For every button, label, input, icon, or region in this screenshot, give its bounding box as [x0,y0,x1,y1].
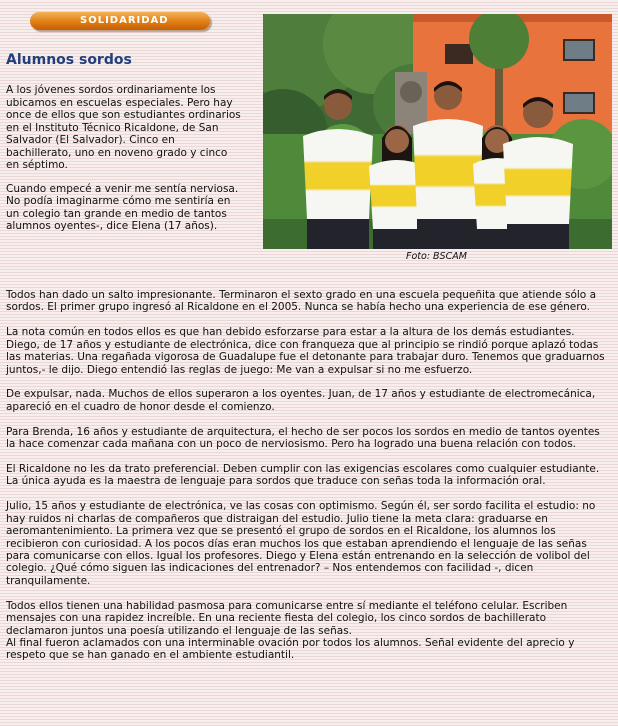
article-paragraph: Al final fueron aclamados con una interminable ovación por todos los alumnos. Señal evidente del aprecio y respeto que se han ganado en el ambiente estudiantil. [6,636,575,662]
section-badge: SOLIDARIDAD [30,12,210,30]
article-body [6,289,611,662]
article-paragraph: Para Brenda, 16 años y estudiante de arquitectura, el hecho de ser pocos los sordos en medio de tantos oyentes la hace comenzar cada mañana con un poco de nerviosismo. Pero ha logrado una buena relación con todos. [6,425,600,451]
article-paragraph: La nota común en todos ellos es que han debido esforzarse para estar a la altura de los demás estudiantes. Diego, de 17 años y estudiante de electrónica, dice con franqueza que al principio se rindió porque aplazó todas las materias. Una regañada vigorosa de Guadalupe fue el detonante para trabajar duro. Tenemos que graduarnos juntos,- le dijo. Diego entendió las reglas de juego: Me van a expulsar si no me esfuerzo. [6,326,605,376]
article-paragraph: Todos ellos tienen una habilidad pasmosa para comunicarse entre sí mediante el teléfono celular. Escriben mensajes con una rapidez increíble. En una reciente fiesta del colegio, los cinco sordos de bachillerato declamaron juntos una poesía utilizando el lenguaje de las señas. [6,599,568,637]
article-paragraph: Todos han dado un salto impresionante. Terminaron el sexto grado en una escuela pequeñita que atiende sólo a sordos. El primer grupo ingresó al Ricaldone en el 2005. Nunca se había hecho una experiencia de ese género. [6,289,597,314]
intro-paragraph: Cuando empecé a venir me sentía nerviosa. No podía imaginarme cómo me sentiría en un colegio tan grande en medio de tantos alumnos oyentes-, dice Elena (17 años). [6,182,239,232]
group-photo [263,14,612,249]
intro-text [6,84,242,244]
photo-caption: Foto: BSCAM [406,251,467,262]
intro-paragraph: A los jóvenes sordos ordinariamente los ubicamos en escuelas especiales. Pero hay once de ellos que son estudiantes ordinarios en el Instituto Técnico Ricaldone, de San Salvador (El Salvador). Cinco en bachillerato, uno en noveno grado y cinco en séptimo. [6,84,241,171]
article-paragraph: Julio, 15 años y estudiante de electrónica, ve las cosas con optimismo. Según él, ser sordo facilita el estudio: no hay ruidos ni charlas de compañeros que distraigan del estudio. Julio tiene la meta clara: graduarse en aeromantenimiento. La primera vez que se presentó el grupo de sordos en el Ricaldone, los alumnos los recibieron con curiosidad. A los pocos días eran muchos los que estaban aprendiendo el lenguaje de las señas para comunicarse con ellos. Igual los profesores. Diego y Elena están entrenando en la selección de volibol del colegio. ¿Qué cómo siguen las indicaciones del entrenador? – Nos entendemos con facilidad -, dicen tranquilamente. [6,500,596,587]
article-paragraph: El Ricaldone no les da trato preferencial. Deben cumplir con las exigencias escolares como cualquier estudiante. La única ayuda es la maestra de lenguaje para sordos que traduce con señas toda la información oral. [6,463,600,488]
article-paragraph: De expulsar, nada. Muchos de ellos superaron a los oyentes. Juan, de 17 años y estudiante de electromecánica, apareció en el cuadro de honor desde el comienzo. [6,388,596,413]
page-title: Alumnos sordos [6,52,132,68]
